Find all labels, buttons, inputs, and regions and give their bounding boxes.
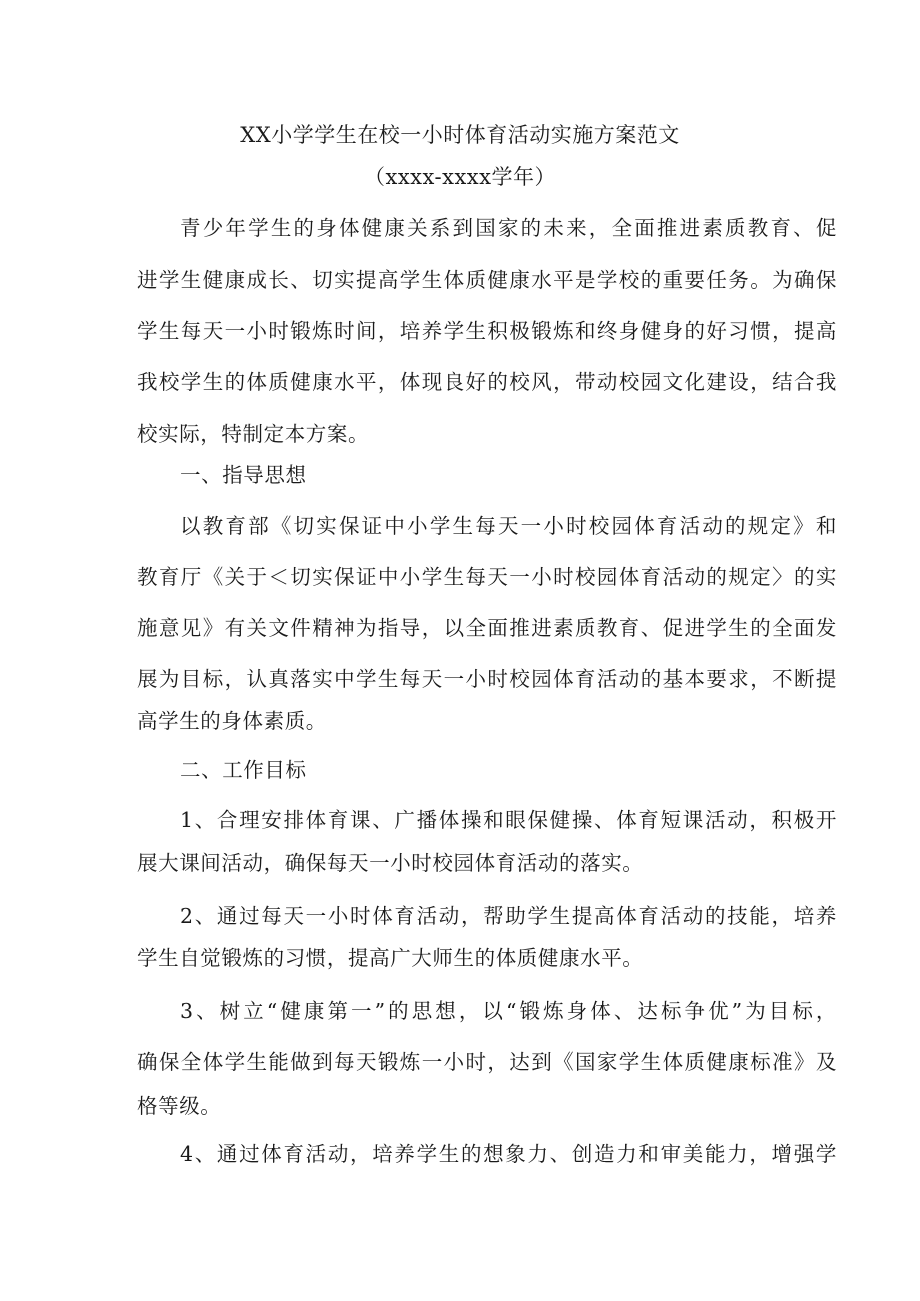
paragraph-line: 校实际，特制定本方案。 xyxy=(137,422,370,446)
document-title: XX小学学生在校一小时体育活动实施方案范文 xyxy=(240,123,680,147)
paragraph-line: 我校学生的体质健康水平，体现良好的校风，带动校园文化建设，结合我 xyxy=(137,370,837,394)
paragraph-line: 进学生健康成长、切实提高学生体质健康水平是学校的重要任务。为确保 xyxy=(137,268,837,292)
paragraph-line: 展为目标，认真落实中学生每天一小时校园体育活动的基本要求，不断提 xyxy=(137,667,837,691)
section-heading: 一、指导思想 xyxy=(180,463,307,487)
paragraph-line: 高学生的身体素质。 xyxy=(137,709,327,733)
list-item-line: 3、树立“健康第一”的思想，以“锻炼身体、达标争优”为目标， xyxy=(180,999,837,1023)
list-item-line: 1、合理安排体育课、广播体操和眼保健操、体育短课活动，积极开 xyxy=(180,808,837,832)
paragraph-line: 施意见》有关文件精神为指导，以全面推进素质教育、促进学生的全面发 xyxy=(137,616,837,640)
section-heading: 二、工作目标 xyxy=(180,758,307,782)
paragraph-line: 学生每天一小时锻炼时间，培养学生积极锻炼和终身健身的好习惯，提高 xyxy=(137,319,837,343)
paragraph-line: 青少年学生的身体健康关系到国家的未来，全面推进素质教育、促 xyxy=(180,216,837,240)
list-item-line: 确保全体学生能做到每天锻炼一小时，达到《国家学生体质健康标准》及 xyxy=(137,1050,837,1074)
list-item-line: 4、通过体育活动，培养学生的想象力、创造力和审美能力，增强学 xyxy=(180,1142,837,1166)
list-item-line: 展大课间活动，确保每天一小时校园体育活动的落实。 xyxy=(137,851,644,875)
list-item-line: 格等级。 xyxy=(137,1094,222,1118)
paragraph-line: 教育厅《关于＜切实保证中小学生每天一小时校园体育活动的规定〉的实 xyxy=(137,565,837,589)
list-item-line: 学生自觉锻炼的习惯，提高广大师生的体质健康水平。 xyxy=(137,946,644,970)
document-subtitle: （xxxx-xxxx学年） xyxy=(364,165,556,189)
list-item-line: 2、通过每天一小时体育活动，帮助学生提高体育活动的技能，培养 xyxy=(180,904,837,928)
paragraph-line: 以教育部《切实保证中小学生每天一小时校园体育活动的规定》和 xyxy=(180,514,837,538)
